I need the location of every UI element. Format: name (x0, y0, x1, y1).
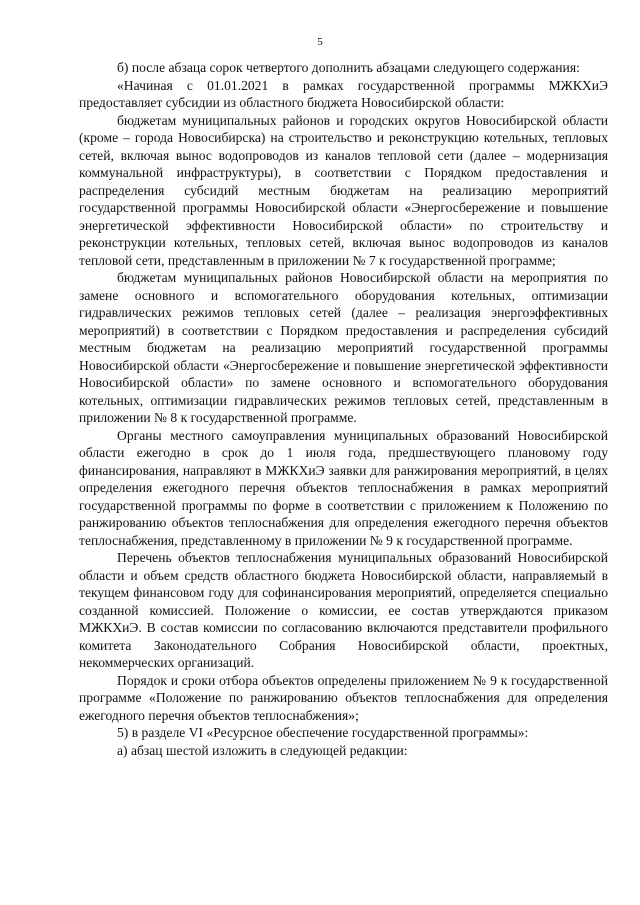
paragraph-section-vi: 5) в разделе VI «Ресурсное обеспечение государственной программы»: (117, 725, 529, 740)
paragraph-commission: Перечень объектов теплоснабжения муниципальных образований Новосибирской области и объем средств областного бюджета Новосибирской области, направляемый в текущем финансовом году для софинансирования мероприятий, определяется специально созданной комиссией. Положение о комиссии, ее состав утверждаются приказом МЖКХиЭ. В состав комиссии по согласованию включаются представители профильного комитета Законодательного Собрания Новосибирской области, проектных, некоммерческих организаций. (79, 550, 608, 670)
paragraph-energy-efficiency-measures: бюджетам муниципальных районов Новосибирской области на мероприятия по замене основного и вспомогательного оборудования котельных, оптимизации гидравлических режимов тепловых сетей (далее – реализация энергоэффективных мероприятий) в соответствии с Порядком предоставления и распределения субсидий местным бюджетам на реализацию мероприятий государственной программы Новосибирской области «Энергосбережение и повышение энергетической эффективности Новосибирской области» по замене основного и вспомогательного оборудования котельных, оптимизации гидравлических режимов тепловых сетей, представленным в приложении № 8 к государственной программе. (79, 270, 608, 425)
paragraph-infrastructure-modernization: бюджетам муниципальных районов и городских округов Новосибирской области (кроме – города Новосибирска) на строительство и реконструкцию котельных, тепловых сетей, включая вынос водопроводов из каналов тепловой сети (далее – модернизация коммунальной инфраструктуры), в соответствии с Порядком предоставления и распределения субсидий местным бюджетам на реализацию мероприятий государственной программы Новосибирской области «Энергосбережение и повышение энергетической эффективности Новосибирской области» по строительству и реконструкции котельных, тепловых сетей, включая вынос водопроводов из каналов тепловой сети, представленным в приложении № 7 к государственной программе; (79, 112, 608, 268)
paragraph-subsidy-intro: «Начиная с 01.01.2021 в рамках государственной программы МЖКХиЭ предоставляет субсидии из областного бюджета Новосибирской области: (79, 77, 608, 110)
paragraph-amendment-a: а) абзац шестой изложить в следующей редакции: (117, 742, 408, 758)
paragraph-selection-procedure: Порядок и сроки отбора объектов определены приложением № 9 к государственной программе «Положение по ранжированию объектов теплоснабжения для определения ежегодного перечня объектов теплоснабжения»; (79, 672, 608, 723)
paragraph-amendment-b: б) после абзаца сорок четвертого дополнить абзацами следующего содержания: (117, 60, 580, 75)
paragraph-applications: Органы местного самоуправления муниципальных образований Новосибирской области ежегодно в срок до 1 июля года, предшествующего плановому году финансирования, направляют в МЖКХиЭ заявки для ранжирования мероприятий, в целях определения ежегодного перечня объектов теплоснабжения в рамках мероприятий государственной программы по форме в соответствии с приложением к Положению по ранжированию объектов теплоснабжения для определения ежегодного перечня объектов теплоснабжения, представленному в приложении № 9 к государственной программе. (79, 427, 608, 548)
page-number: 5 (317, 36, 323, 48)
document-body (79, 59, 608, 759)
